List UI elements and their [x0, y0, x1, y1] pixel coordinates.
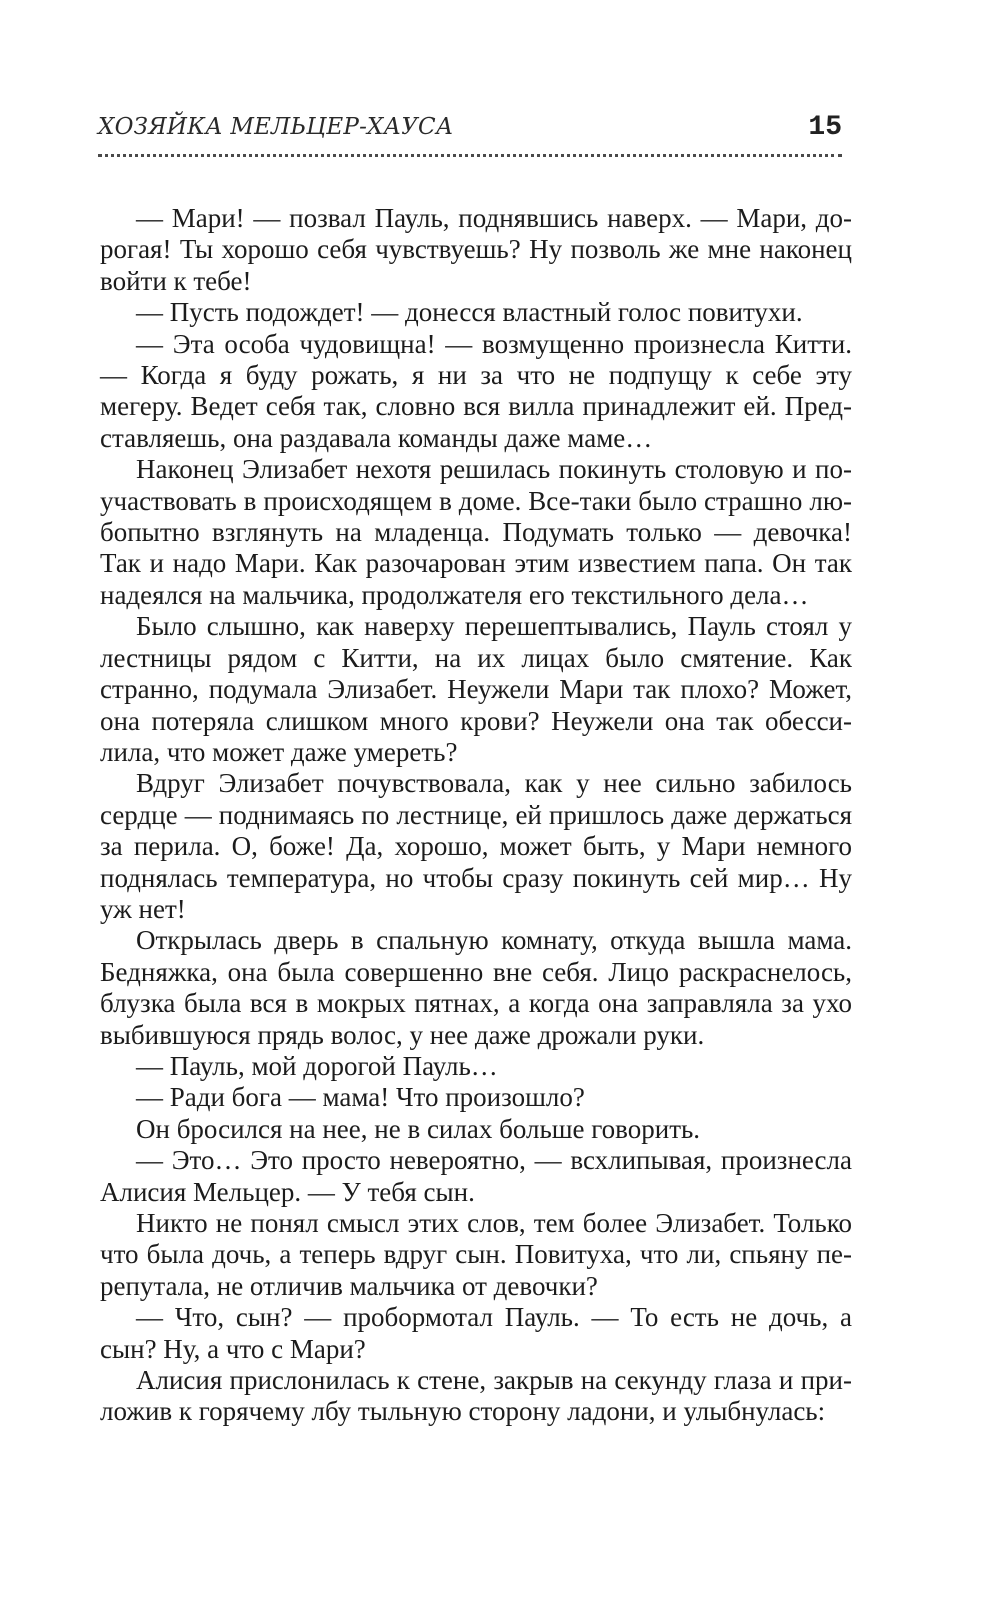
- page-number: 15: [808, 112, 842, 143]
- paragraph: Алисия прислонилась к стене, закрыв на секунду глаза и приложив к горячему лбу тыльную сторону ладони, и улыбнулась:: [100, 1365, 852, 1427]
- paragraph: Вдруг Элизабет почувствовала, как у нее сильно забилось сердце — поднимаясь по лестнице, ей пришлось даже держаться за перила. О, боже! Да, хорошо, может быть, у Мари немного поднялась температура, но чтобы сразу покинуть сей мир… Ну уж нет!: [100, 768, 852, 924]
- paragraph: Он бросился на нее, не в силах больше говорить.: [136, 1113, 701, 1144]
- paragraph: — Эта особа чудовищна! — возмущенно произнесла Китти. — Когда я буду рожать, я ни за что не подпущу к себе эту мегеру. Ведет себя так, словно вся вилла принадлежит ей. Представляешь, она раздавала команды даже маме…: [100, 328, 852, 453]
- header-dotted-rule: [98, 154, 842, 157]
- paragraph: Было слышно, как наверху перешептывались, Пауль стоял у лестницы рядом с Китти, на их лицах было смятение. Как странно, подумала Элизабет. Неужели Мари так плохо? Может, она потеряла слишком много крови? Неужели она так обессилила, что может даже умереть?: [100, 611, 852, 767]
- page-header: [98, 114, 842, 154]
- paragraph: — Это… Это просто невероятно, — всхлипывая, произнесла Алисия Мельцер. — У тебя сын.: [100, 1145, 852, 1207]
- paragraph: — Мари! — позвал Пауль, поднявшись наверх. — Мари, дорогая! Ты хорошо себя чувствуешь? Ну позволь же мне наконец войти к тебе!: [100, 203, 852, 296]
- running-title: ХОЗЯЙКА МЕЛЬЦЕР-ХАУСА: [98, 114, 454, 140]
- paragraph: — Пауль, мой дорогой Пауль…: [136, 1050, 498, 1081]
- paragraph: Открылась дверь в спальную комнату, откуда вышла мама. Бедняжка, она была совершенно вне себя. Лицо раскраснелось, блузка была вся в мокрых пятнах, а когда она заправляла за ухо выбившуюся прядь волос, у нее даже дрожали руки.: [100, 925, 852, 1050]
- body-text: [100, 203, 852, 1428]
- paragraph: Никто не понял смысл этих слов, тем более Элизабет. Только что была дочь, а теперь вдруг сын. Повитуха, что ли, спьяну перепутала, не отличив мальчика от девочки?: [100, 1208, 852, 1301]
- paragraph: — Что, сын? — пробормотал Пауль. — То есть не дочь, а сын? Ну, а что с Мари?: [100, 1302, 852, 1364]
- paragraph: Наконец Элизабет нехотя решилась покинуть столовую и поучаствовать в происходящем в доме. Все-таки было страшно любопытно взглянуть на младенца. Подумать только — девочка! Так и надо Мари. Как разочарован этим известием папа. Он так надеялся на мальчика, продолжателя его текстильного дела…: [100, 454, 852, 610]
- paragraph: — Ради бога — мама! Что произошло?: [136, 1082, 585, 1113]
- paragraph: — Пусть подождет! — донесся властный голос повитухи.: [136, 297, 803, 328]
